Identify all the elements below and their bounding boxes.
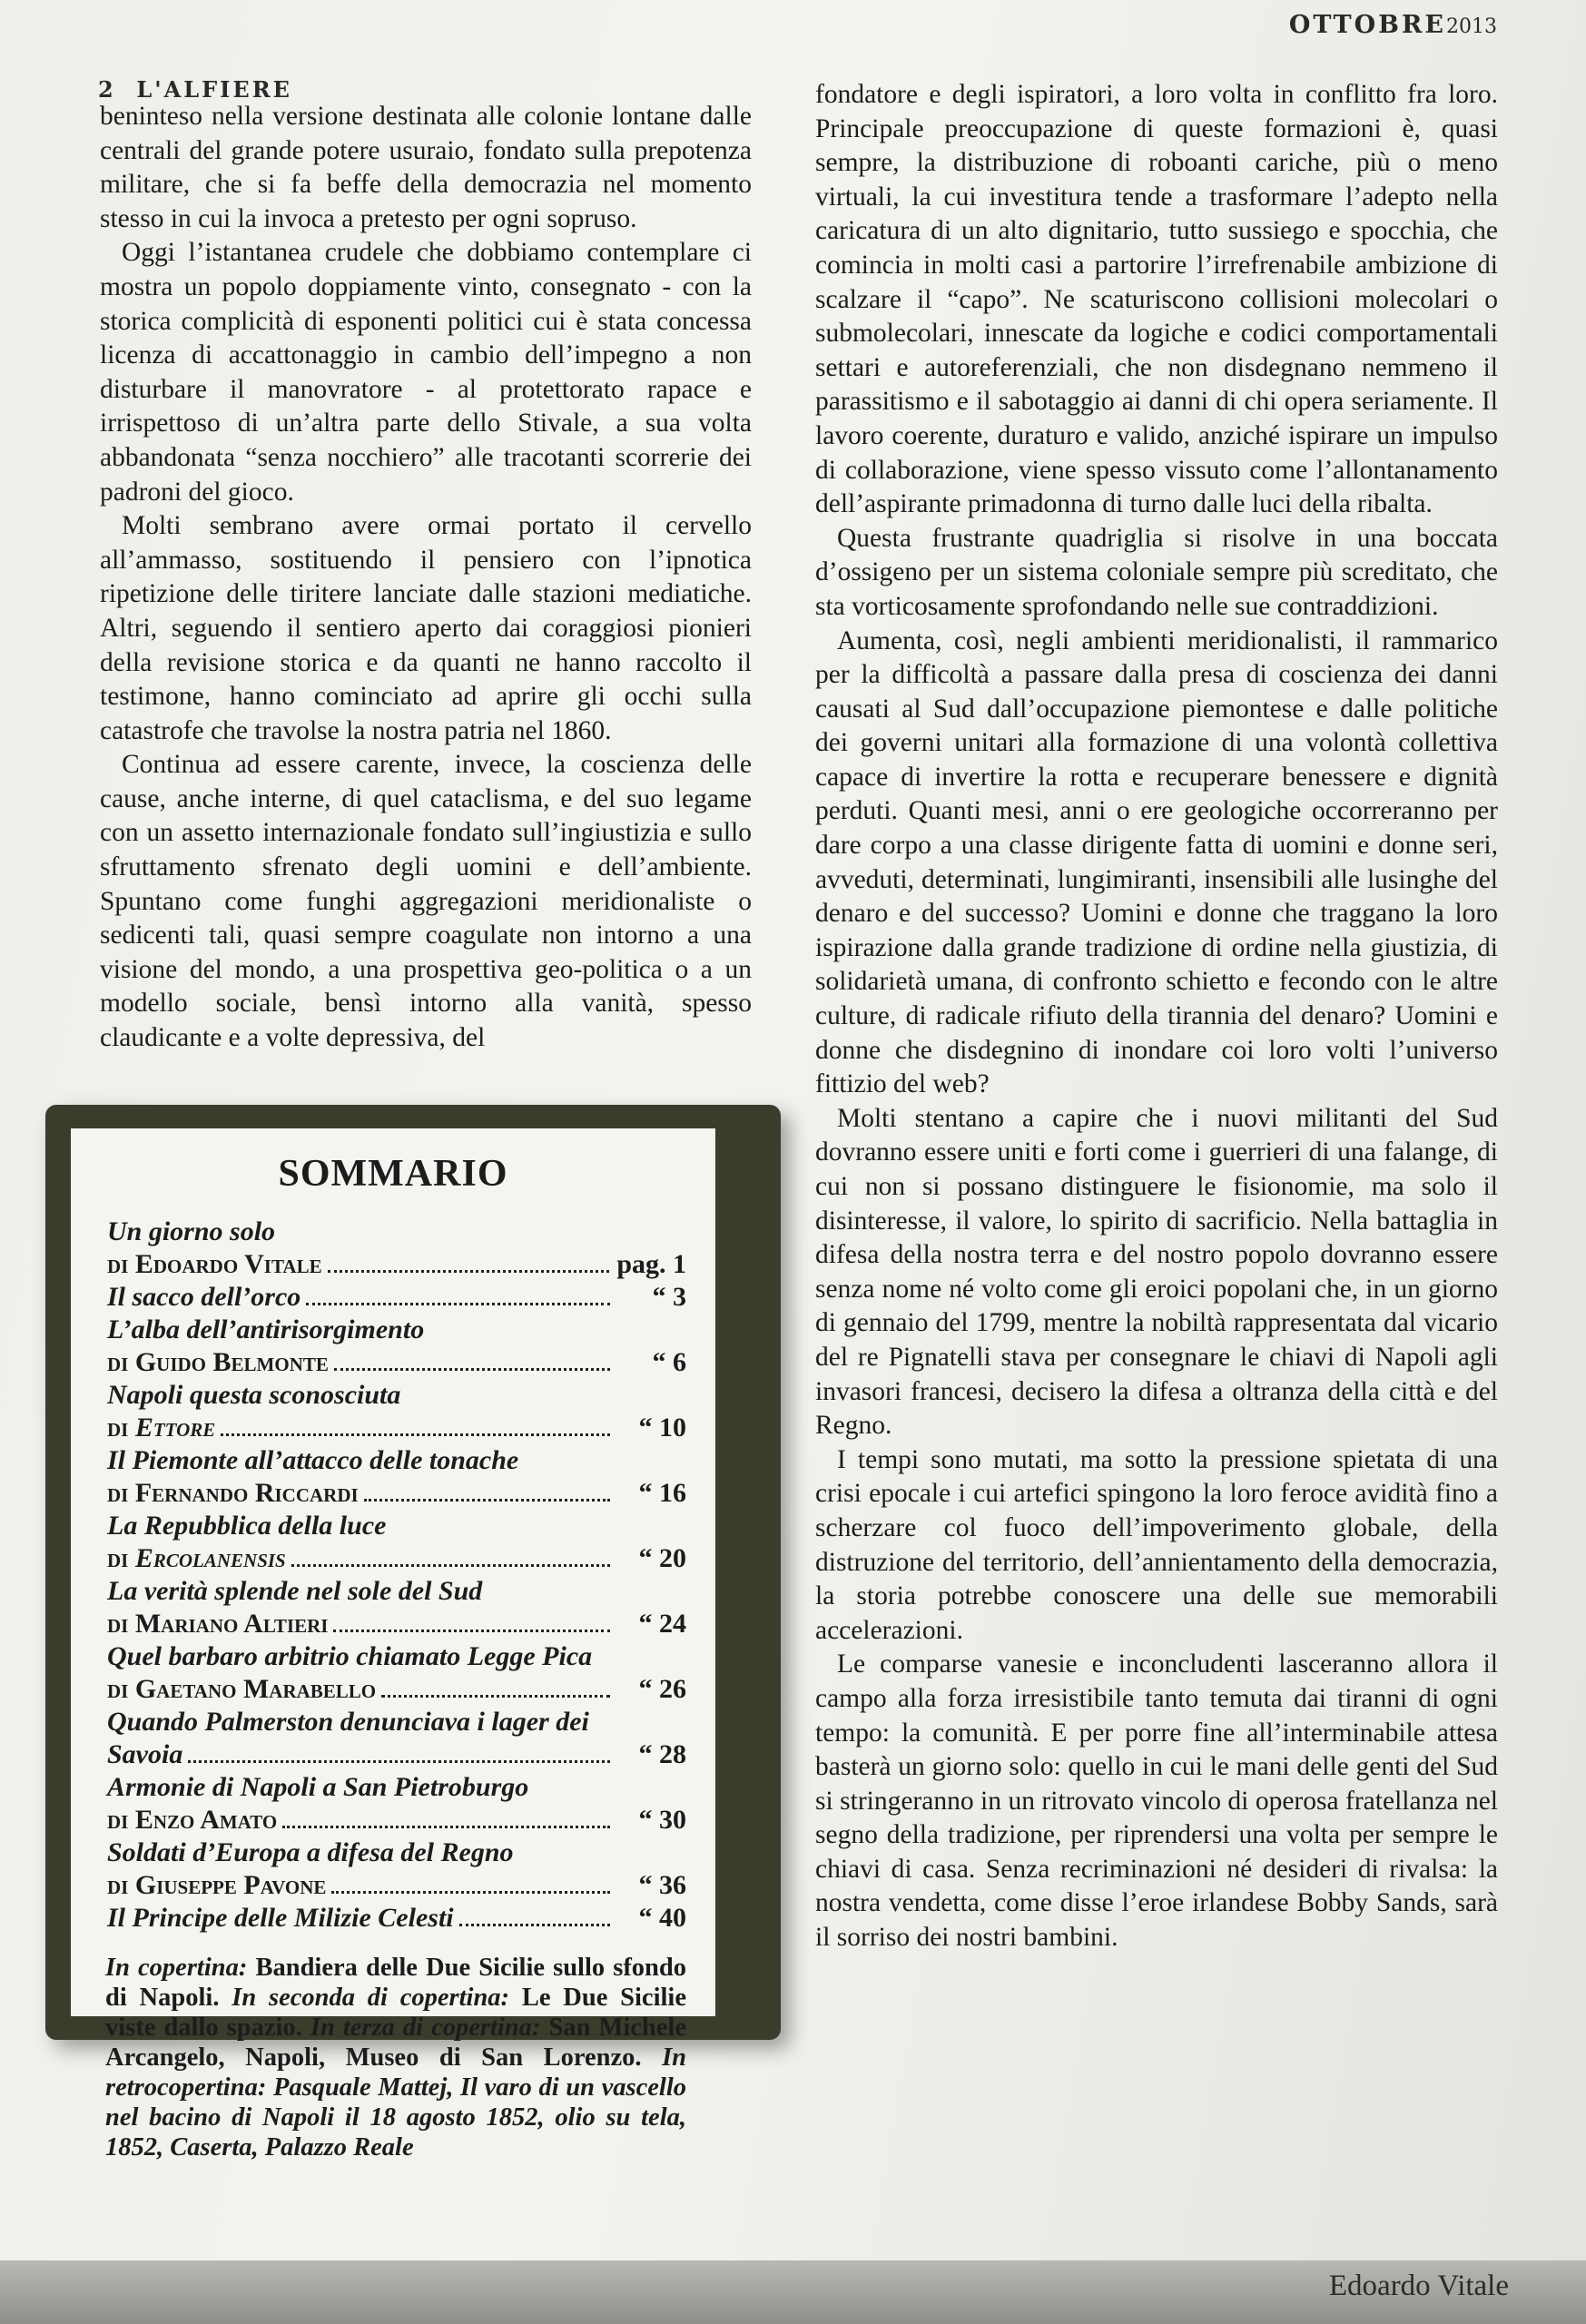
toc-entry-author: Gaetano Marabello	[134, 1674, 377, 1704]
toc-entry-page: “ 20	[638, 1543, 686, 1573]
toc-entry-author: Mariano Altieri	[134, 1609, 329, 1639]
toc-entry-title: Quel barbaro arbitrio chiamato Legge Pica	[107, 1641, 593, 1671]
paragraph: I tempi sono mutati, ma sotto la pressione spietata di una crisi epocale i cui artefici spingono la loro feroce avidità fino a scherzare col fuoco dell’impoverimento globale, della distruzione del territorio, dell’annientamento della democrazia, la storia potrebbe conoscere una delle sue memorabili accelerazioni.	[815, 1444, 1498, 1645]
leader-dots	[333, 1630, 610, 1632]
toc-entry-author: Ercolanensis	[134, 1543, 286, 1573]
toc-entry-author: Ettore	[134, 1413, 216, 1443]
toc-entry-title: Il Principe delle Milizie Celesti	[107, 1903, 454, 1933]
toc-entry: La Repubblica della luce di Ercolanensis “ 20	[107, 1511, 686, 1573]
paragraph: fondatore e degli ispiratori, a loro volta in conflitto fra loro. Principale preoccupazione di queste formazioni è, quasi sempre, la distribuzione di roboanti cariche, più o meno virtuali, la cui investitura tende a trasformare l’adepto nella caricatura di un alto dignitario, tutto sussiego e spocchia, che comincia in molti casi a partorire l’irrefrenabile ambizione di scalzare il “capo”. Ne scaturiscono collisioni molecolari o submolecolari, innescate da logiche e codici comportamentali settari e autoreferenziali, che non disdegnano nemmeno il parassitismo e il sabotaggio ai danni di chi opera seriamente. Il lavoro coerente, duraturo e valido, anziché ispirare un impulso di collaborazione, viene spesso vissuto come l’allontanamento dell’aspirante primadonna di turno dalle luci della ribalta.	[815, 80, 1498, 519]
leader-dots	[188, 1760, 610, 1763]
leader-dots	[334, 1368, 610, 1371]
leader-dots	[459, 1924, 610, 1926]
toc-entry-title: La Repubblica della luce	[107, 1511, 387, 1541]
running-head	[98, 76, 292, 103]
toc-entry	[107, 1902, 686, 1935]
toc-entry-page: “ 6	[652, 1347, 686, 1377]
issue-month: OTTOBRE	[1288, 11, 1446, 39]
page-number: 2	[98, 76, 116, 103]
toc-entry: Napoli questa sconosciuta di Ettore “ 10	[107, 1380, 686, 1443]
paragraph: Molti sembrano avere ormai portato il cervello all’ammasso, sostituendo il pensiero con l’ipnotica ripetizione delle tiritere lanciate dalle stazioni mediatiche. Altri, seguendo il sentiero aperto dai coraggiosi pionieri della revisione storica e da quanti ne hanno raccolto il testimone, hanno cominciato ad aprire gli occhi sulla catastrofe che travolse la nostra patria nel 1860.	[100, 511, 752, 745]
paragraph: Oggi l’istantanea crudele che dobbiamo contemplare ci mostra un popolo doppiamente vinto, consegnato - con la storica complicità di esponenti politici cui è stata concessa licenza di accattonaggio in cambio dell’impegno a non disturbare il manovratore - al protettorato rapace e irrispettoso di un’altra parte dello Stivale, a sua volta abbandonata “senza nocchiero” alle tracotanti scorrerie dei padroni del gioco.	[100, 238, 752, 507]
paragraph: Continua ad essere carente, invece, la coscienza delle cause, anche interne, di quel cataclisma, e del suo legame con un assetto internazionale fondato sull’ingiustizia e sullo sfruttamento sfrenato degli uomini e dell’ambiente. Spuntano come funghi aggregazioni meridionaliste o sedicenti tali, quasi sempre coagulate non intorno a una visione del mondo, a una prospettiva geo-politica o a un modello sociale, bensì intorno alla vanità, spesso claudicante e a volte depressiva, del	[100, 750, 752, 1053]
toc-entry-page: “ 26	[638, 1674, 686, 1704]
leader-dots	[381, 1695, 610, 1698]
leader-dots	[364, 1499, 610, 1502]
toc-title: SOMMARIO	[278, 1153, 508, 1195]
paragraph: Aumenta, così, negli ambienti meridionalisti, il rammarico per la difficoltà a passare dalla presa di coscienza dei danni causati al Sud dall’occupazione piemontese e dalle politiche dei governi unitari alla formazione di una volontà collettiva capace di invertire la rotta e recuperare benessere e dignità perduti. Quanti mesi, anni o ere geologiche occorreranno per dare corpo a una classe dirigente fatta di uomini e donne seri, avveduti, determinati, lungimiranti, insensibili alle lusinghe del denaro e del successo? Uomini e donne che traggano la loro ispirazione dalla grande tradizione di ordine nella giustizia, di solidarietà umana, di confronto schietto e fecondo con le altre culture, di radicale rifiuto della tirannia del denaro? Uomini e donne che disdegnino di inondare coi loro volti l’universo fittizio del web?	[815, 625, 1498, 1099]
toc-entry-title: Il sacco dell’orco	[107, 1282, 301, 1312]
toc-entry: Armonie di Napoli a San Pietroburgo di Enzo Amato “ 30	[107, 1772, 686, 1835]
toc-entry-title: Soldati d’Europa a difesa del Regno	[107, 1837, 514, 1867]
toc-entry-page: “ 10	[638, 1413, 686, 1443]
toc-entry-author: Guido Belmonte	[134, 1347, 329, 1377]
toc-entry-title: L’alba dell’antirisorgimento	[107, 1315, 425, 1344]
toc-entry-page: “ 16	[638, 1478, 686, 1508]
toc-entry: Il Piemonte all’attacco delle tonache di Fernando Riccardi “ 16	[107, 1445, 686, 1508]
toc-entry-page: “ 40	[638, 1903, 686, 1933]
toc-entry-page: pag. 1	[616, 1249, 686, 1279]
paragraph: Questa frustrante quadriglia si risolve in una boccata d’ossigeno per un sistema coloniale sempre più screditato, che sta vorticosamente sprofondando nelle sue contraddizioni.	[815, 523, 1498, 621]
toc-entry: Soldati d’Europa a difesa del Regno di Giuseppe Pavone “ 36	[107, 1837, 686, 1900]
toc-entry-title: Armonie di Napoli a San Pietroburgo	[107, 1772, 529, 1802]
toc-entry-author: Edoardo Vitale	[134, 1249, 322, 1279]
cover-credits: In copertina: Bandiera delle Due Sicilie sullo sfondo di Napoli. In seconda di copertina: Le Due Sicilie viste dallo spazio. In terza di copertina: San Michele Arcangelo, Napoli, Museo di San Lorenzo. In retrocopertina: Pasquale Mattej, Il varo di un vascello nel bacino di Napoli il 18 agosto 1852, olio su tela, 1852, Caserta, Palazzo Reale	[105, 1954, 687, 2162]
toc-entry	[107, 1281, 686, 1314]
paragraph: Le comparse vanesie e inconcludenti lasceranno allora il campo alla forza irresistibile tanto temuta dai tiranni di ogni tempo: la comunità. E per porre fine all’interminabile attesa basterà un giorno solo: quello in cui le mani delle genti del Sud si stringeranno in un ritrovato vincolo di operosa fratellanza nel segno della tradizione, per riprendersi una volta per sempre le chiavi di casa. Senza recriminazioni né desideri di rivalsa: la nostra vendetta, come disse l’eroe irlandese Bobby Sands, sarà il sorriso dei nostri bambini.	[815, 1649, 1498, 1953]
leader-dots	[331, 1891, 610, 1894]
toc-entry-page: “ 36	[638, 1870, 686, 1900]
toc-entry-author: Enzo Amato	[134, 1805, 278, 1835]
toc-entry: La verità splende nel sole del Sud di Mariano Altieri “ 24	[107, 1576, 686, 1639]
magazine-name: L'ALFIERE	[136, 76, 292, 103]
toc-entry: Quel barbaro arbitrio chiamato Legge Pica di Gaetano Marabello “ 26	[107, 1641, 686, 1704]
toc-entry-title: Napoli questa sconosciuta	[107, 1380, 401, 1410]
leader-dots	[306, 1303, 610, 1305]
issue-date	[1289, 11, 1497, 39]
paragraph: Molti stentano a capire che i nuovi militanti del Sud dovranno essere uniti e forti come i guerrieri di una falange, di cui non si possano distinguere le fisionomie, ma solo il disinteresse, il valore, lo spirito di sacrificio. Nella battaglia in difesa della nostra terra e del nostro popolo dovranno essere senza nome né volto come gli eroici popolani che, in un giorno di gennaio del 1799, mentre la nobiltà rappresentata dal vicario del re Pignatelli stava per consegnare le chiavi di Napoli agli invasori francesi, decisero la difesa a oltranza della città e del Regno.	[815, 1103, 1498, 1441]
table-of-contents	[71, 1128, 715, 2162]
leader-dots	[221, 1433, 610, 1436]
leader-dots	[328, 1270, 610, 1273]
toc-entry	[107, 1706, 686, 1771]
issue-year: 2013	[1446, 15, 1497, 38]
leader-dots	[291, 1564, 610, 1567]
toc-entry-author: Giuseppe Pavone	[134, 1870, 327, 1900]
leader-dots	[282, 1826, 610, 1828]
article-signature: Edoardo Vitale	[1328, 2270, 1509, 2302]
article-left-column	[100, 100, 752, 1056]
table-of-contents-frame	[45, 1105, 781, 2162]
toc-entry-author: Fernando Riccardi	[134, 1478, 359, 1508]
paragraph: beninteso nella versione destinata alle colonie lontane dalle centrali del grande potere usuraio, fondato sulla prepotenza militare, che si fa beffe della democrazia nel momento stesso in cui la invoca a pretesto per ogni sopruso.	[100, 102, 752, 233]
article-right-column	[815, 78, 1498, 1955]
toc-entry-page: “ 24	[638, 1609, 686, 1639]
toc-entry-title: Quando Palmerston denunciava i lager dei	[107, 1707, 589, 1737]
toc-entry-page: “ 28	[638, 1739, 686, 1769]
toc-entry-title: Il Piemonte all’attacco delle tonache	[107, 1445, 519, 1475]
toc-entry-title: La verità splende nel sole del Sud	[107, 1576, 483, 1606]
toc-entry: Un giorno solo di Edoardo Vitale pag. 1	[107, 1216, 686, 1279]
toc-entry-title: Un giorno solo	[107, 1216, 276, 1246]
toc-entry-title-cont: Savoia	[107, 1739, 183, 1769]
toc-entry: L’alba dell’antirisorgimento di Guido Belmonte “ 6	[107, 1315, 686, 1377]
toc-entry-page: “ 3	[652, 1282, 686, 1312]
toc-entry-page: “ 30	[638, 1805, 686, 1835]
